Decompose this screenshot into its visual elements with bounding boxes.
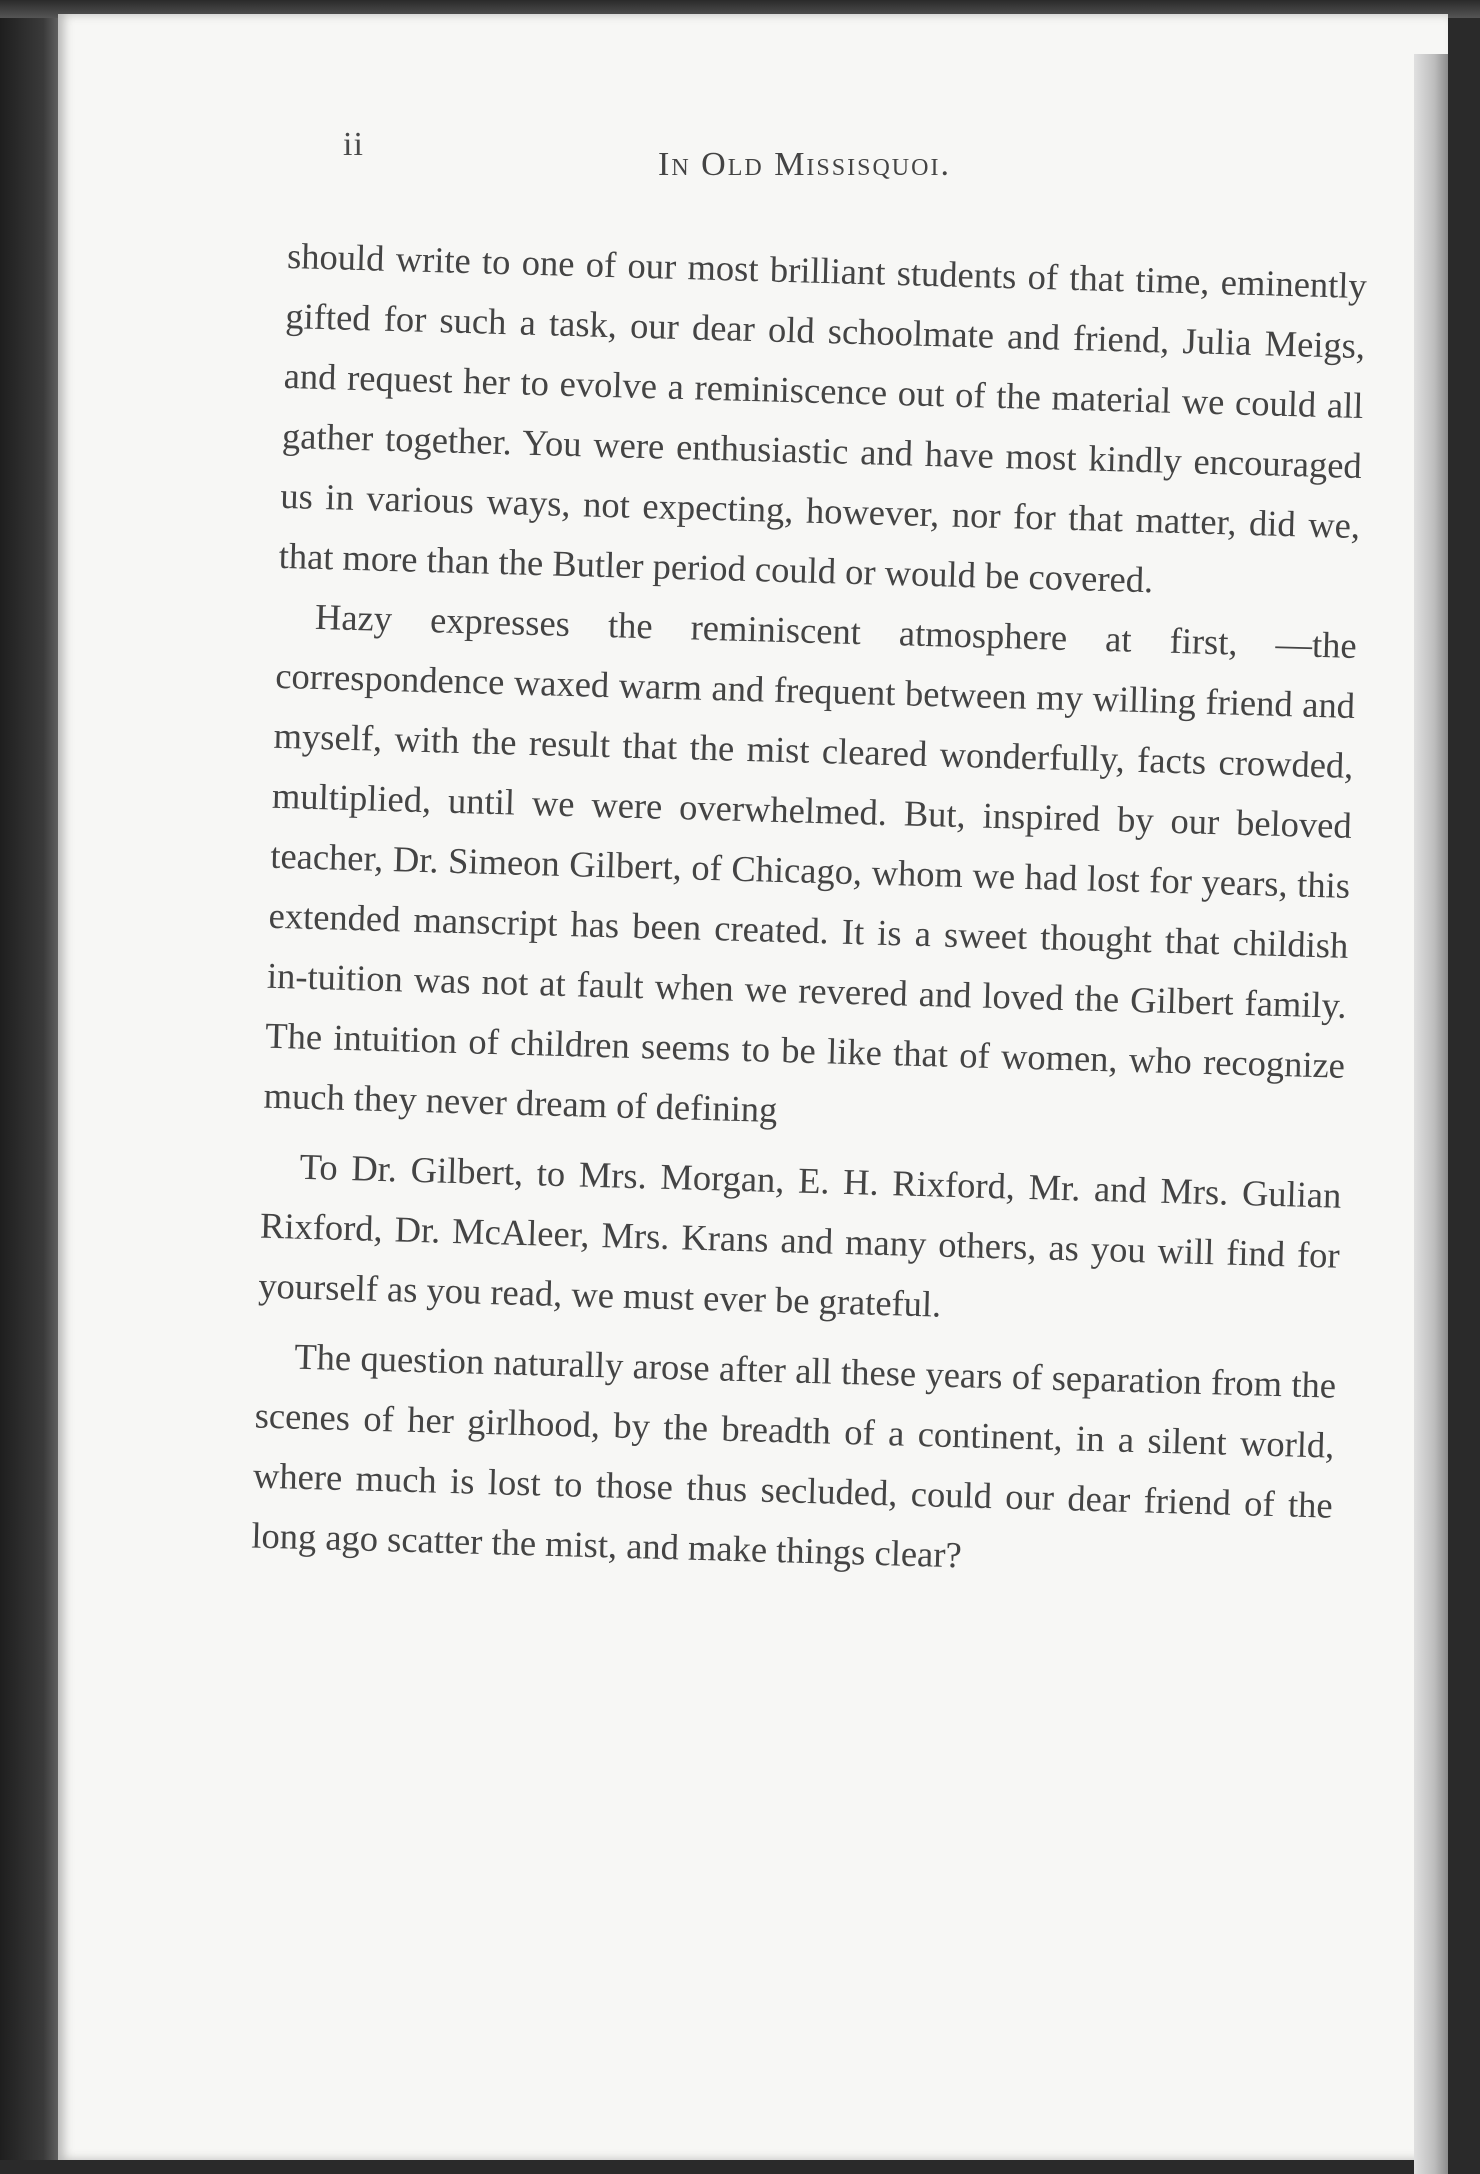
scan-edge-left <box>0 0 62 2160</box>
page-number: ii <box>343 126 364 163</box>
page-gutter <box>1414 54 1448 2174</box>
paragraph-3: To Dr. Gilbert, to Mrs. Morgan, E. H. Rixford, Mr. and Mrs. Gulian Rixford, Dr. McAleer, Mrs. Krans and many others, as you will find for yourself as you read, we must ever be grateful. <box>257 1145 1342 1325</box>
paragraph-2: Hazy expresses the reminiscent atmosphere at first, —the correspondence waxed warm and frequent between my willing friend and myself, with the result that the mist cleared wonderfully, facts crowded, multiplied, until we were overwhelmed. But, inspired by our beloved teacher, Dr. Simeon Gilbert, of Chicago, whom we had lost for years, this extended manscript has been created. It is a sweet thought that childish in-tuition was not at fault when we revered and loved the Gilbert family. The intuition of children seems to be like that of women, who recognize much they never dream of defining <box>263 595 1358 1131</box>
book-title: In Old Missisquoi. <box>658 146 951 183</box>
body-text <box>251 226 1368 1596</box>
paragraph-4: The question naturally arose after all these years of separation from the scenes of her girlhood, by the breadth of a continent, in a silent world, where much is lost to those thus secluded, could our dear friend of the long ago scatter the mist, and make things clear? <box>250 1335 1337 1576</box>
running-head <box>58 14 1448 214</box>
book-page <box>58 14 1448 2160</box>
paragraph-1: should write to one of our most brilliant students of that time, eminently gifted for such a task, our dear old schoolmate and friend, Julia Meigs, and request her to evolve a reminiscence out of the material we could all gather together. You were enthusiastic and have most kindly encouraged us in various ways, not expecting, however, nor for that matter, did we, that more than the Butler period could or would be covered. <box>278 234 1368 601</box>
